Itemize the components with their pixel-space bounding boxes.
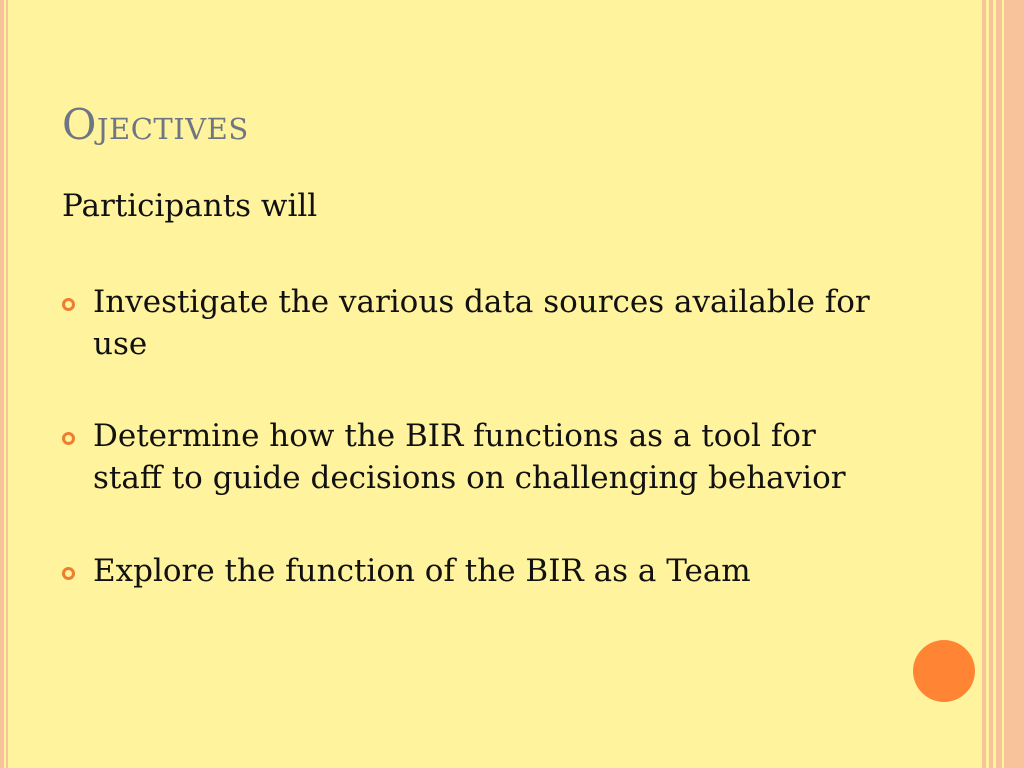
objectives-list	[62, 281, 892, 592]
right-decorative-stripes	[976, 0, 1024, 768]
orange-circle-icon	[913, 640, 975, 702]
objective-text: Investigate the various data sources available for use	[93, 284, 870, 363]
slide-intro-text: Participants will	[62, 188, 318, 224]
left-decorative-stripe	[0, 0, 10, 768]
objective-text: Explore the function of the BIR as a Team	[93, 552, 751, 589]
bullet-ring-icon	[62, 567, 75, 580]
objective-item	[62, 550, 892, 592]
objective-item	[62, 281, 892, 365]
right-stripe-3	[996, 0, 1002, 768]
right-stripe-4	[1004, 0, 1024, 768]
objective-item	[62, 415, 892, 499]
objective-text: Determine how the BIR functions as a tool for staff to guide decisions on challenging behavior	[93, 418, 846, 497]
bullet-ring-icon	[62, 298, 75, 311]
bullet-ring-icon	[62, 432, 75, 445]
slide-title: Ojectives	[62, 100, 249, 149]
right-stripe-2	[989, 0, 993, 768]
right-stripe-1	[982, 0, 986, 768]
